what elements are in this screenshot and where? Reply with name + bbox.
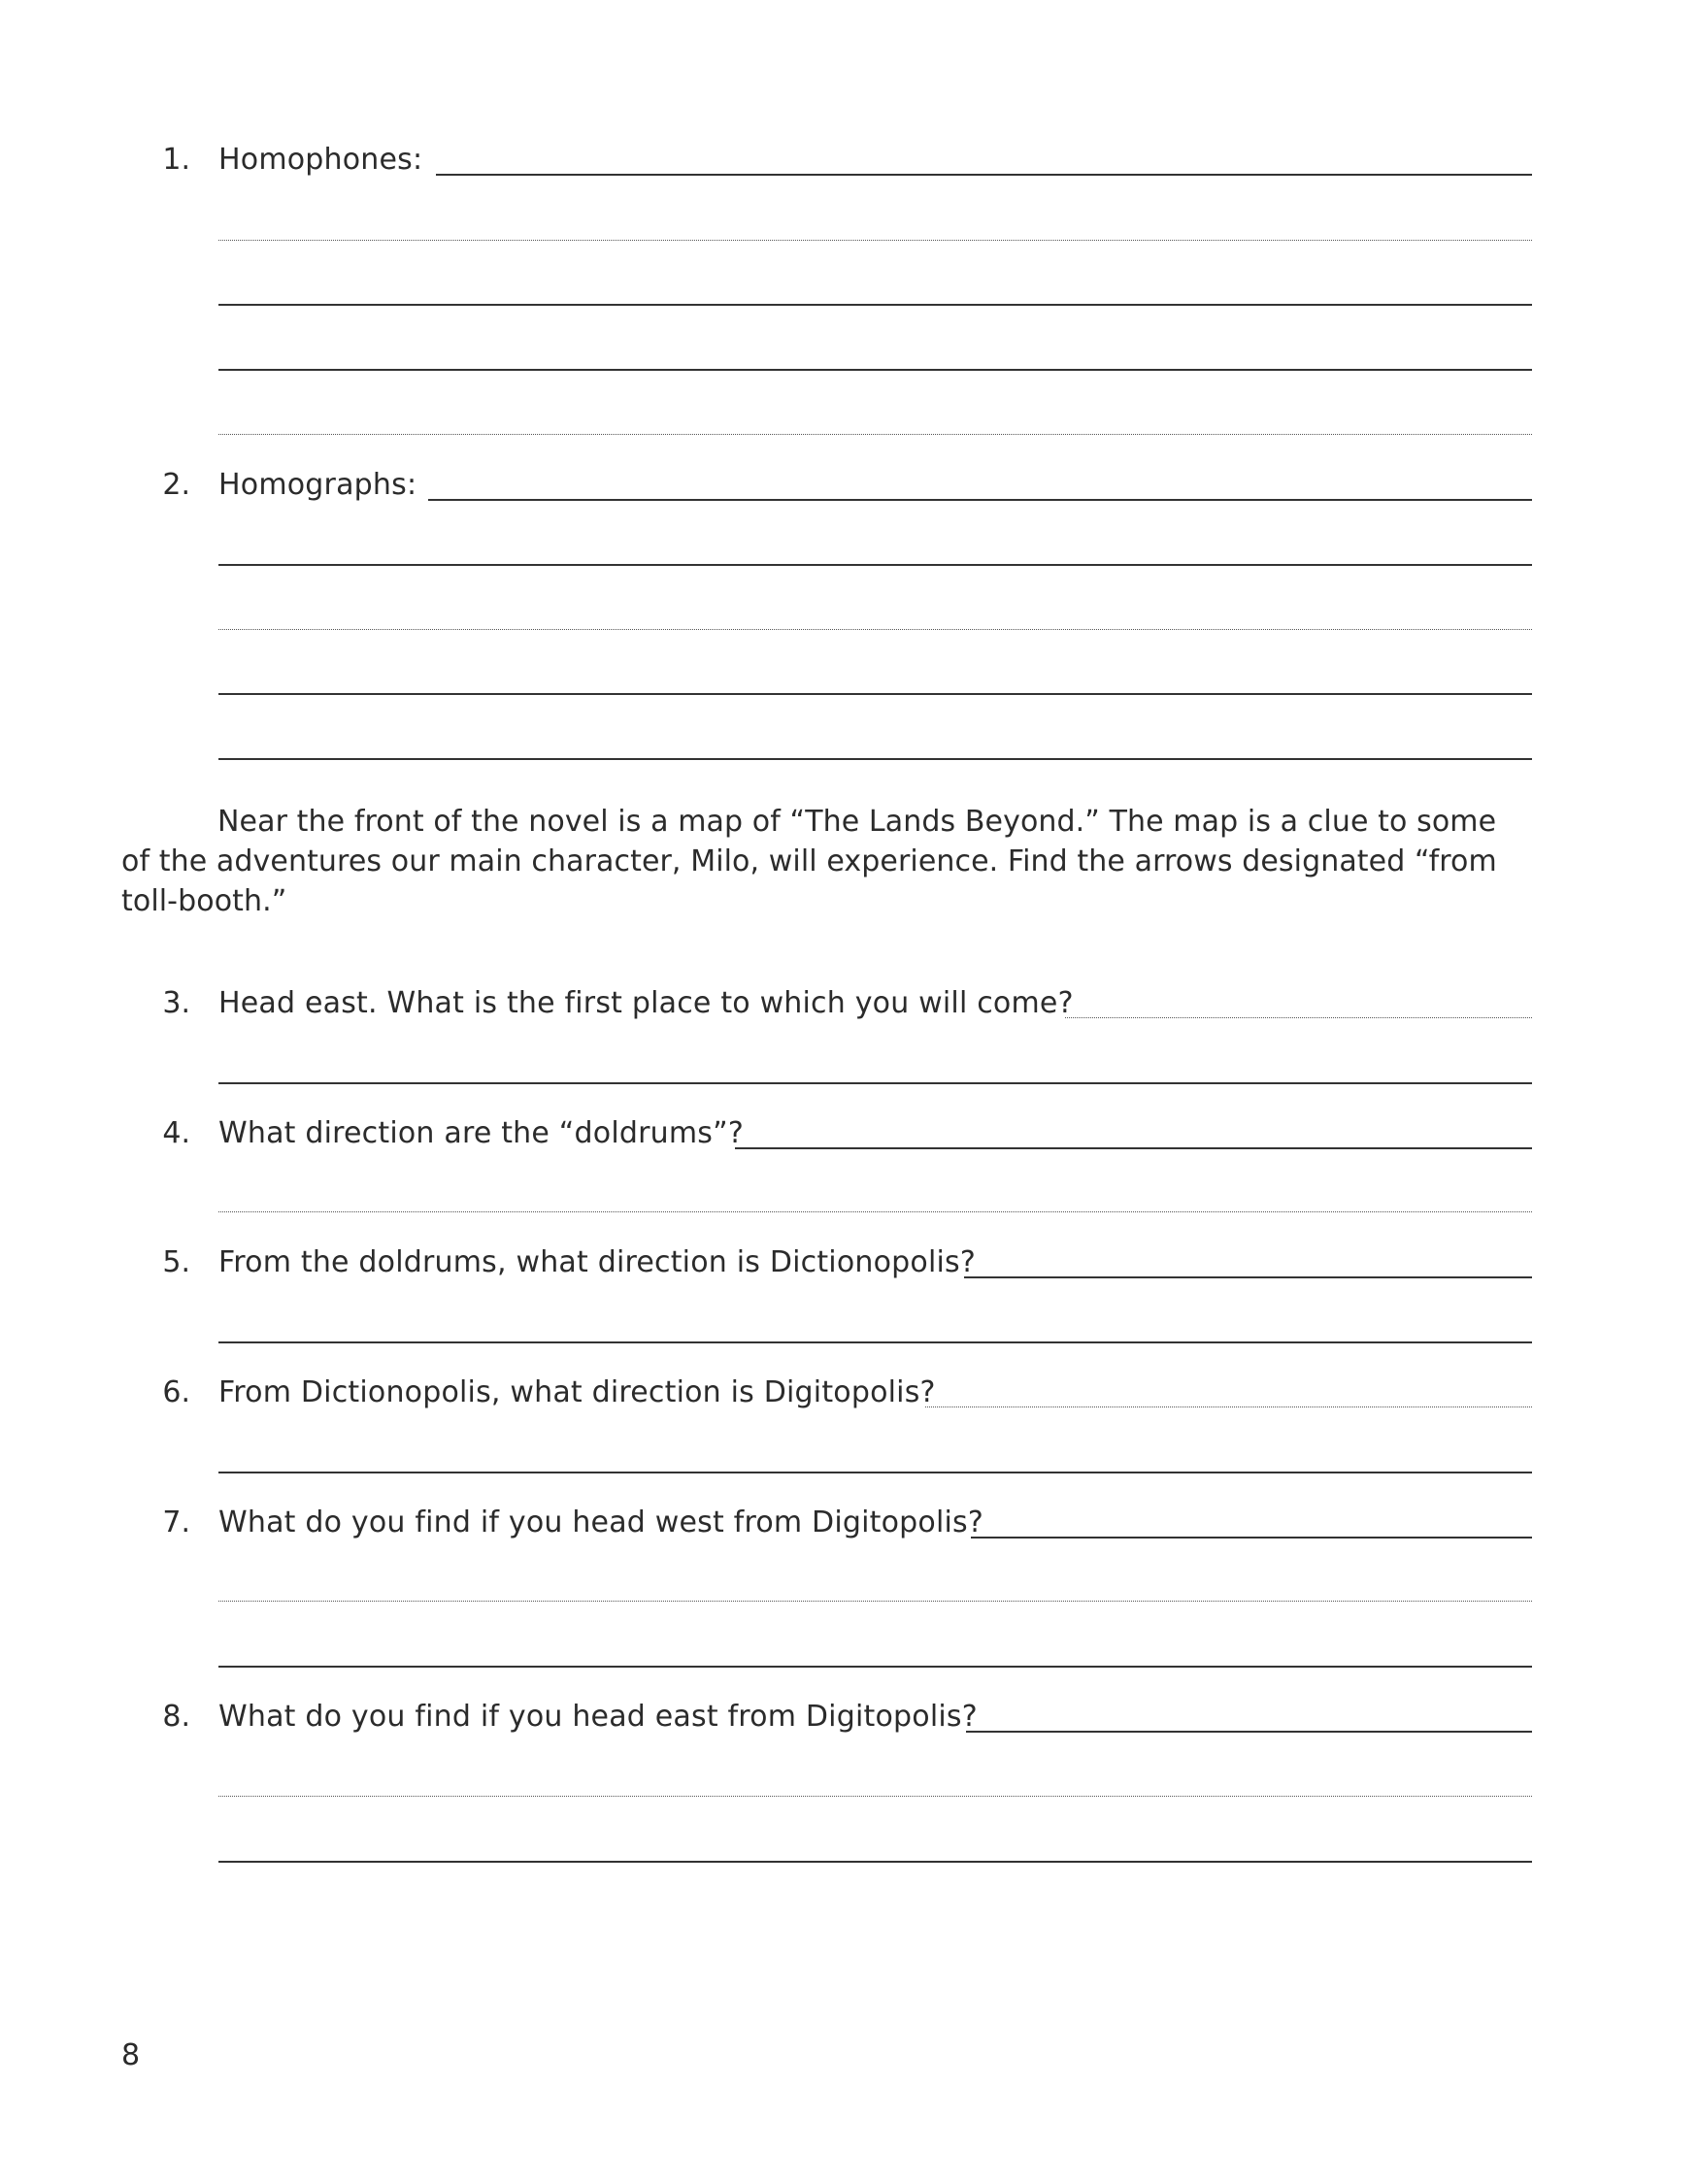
answer-line[interactable]	[971, 1537, 1532, 1539]
question-number: 6.	[162, 1375, 190, 1409]
answer-line[interactable]	[218, 1082, 1532, 1084]
answer-line[interactable]	[925, 1406, 1532, 1407]
answer-line[interactable]	[218, 1341, 1532, 1343]
question-label: What direction are the “doldrums”?	[218, 1116, 744, 1150]
question-number: 8.	[162, 1700, 190, 1734]
answer-line[interactable]	[218, 564, 1532, 566]
answer-line[interactable]	[218, 369, 1532, 371]
answer-line[interactable]	[218, 1601, 1532, 1602]
question-number: 3.	[162, 986, 190, 1020]
question-label: What do you find if you head west from Digitopolis?	[218, 1506, 983, 1539]
question-number: 1.	[162, 143, 190, 177]
answer-line[interactable]	[428, 499, 1532, 501]
question-label: From Dictionopolis, what direction is Digitopolis?	[218, 1375, 936, 1409]
question-number: 7.	[162, 1506, 190, 1539]
answer-line[interactable]	[218, 693, 1532, 695]
question-label: What do you find if you head east from Digitopolis?	[218, 1700, 978, 1734]
question-label: Homophones:	[218, 143, 423, 177]
question-label: Homographs:	[218, 468, 417, 502]
answer-line[interactable]	[218, 1472, 1532, 1473]
answer-line[interactable]	[218, 434, 1532, 435]
answer-line[interactable]	[218, 758, 1532, 760]
page-number: 8	[121, 2038, 141, 2072]
answer-line[interactable]	[218, 1861, 1532, 1863]
answer-line[interactable]	[218, 629, 1532, 630]
answer-line[interactable]	[218, 304, 1532, 306]
question-number: 5.	[162, 1245, 190, 1279]
question-number: 4.	[162, 1116, 190, 1150]
answer-line[interactable]	[964, 1276, 1532, 1278]
question-label: Head east. What is the first place to which you will come?	[218, 986, 1074, 1020]
answer-line[interactable]	[735, 1147, 1532, 1149]
answer-line[interactable]	[218, 240, 1532, 241]
question-number: 2.	[162, 468, 190, 502]
answer-line[interactable]	[218, 1796, 1532, 1797]
instructions-paragraph: Near the front of the novel is a map of “The Lands Beyond.” The map is a clue to some of the adventures our main character, Milo, will experience. Find the arrows designated “from toll-booth.”	[121, 805, 1497, 918]
question-label: From the doldrums, what direction is Dictionopolis?	[218, 1245, 976, 1279]
answer-line[interactable]	[436, 174, 1532, 176]
answer-line[interactable]	[218, 1211, 1532, 1212]
answer-line[interactable]	[1065, 1017, 1532, 1018]
answer-line[interactable]	[966, 1731, 1532, 1733]
answer-line[interactable]	[218, 1666, 1532, 1668]
